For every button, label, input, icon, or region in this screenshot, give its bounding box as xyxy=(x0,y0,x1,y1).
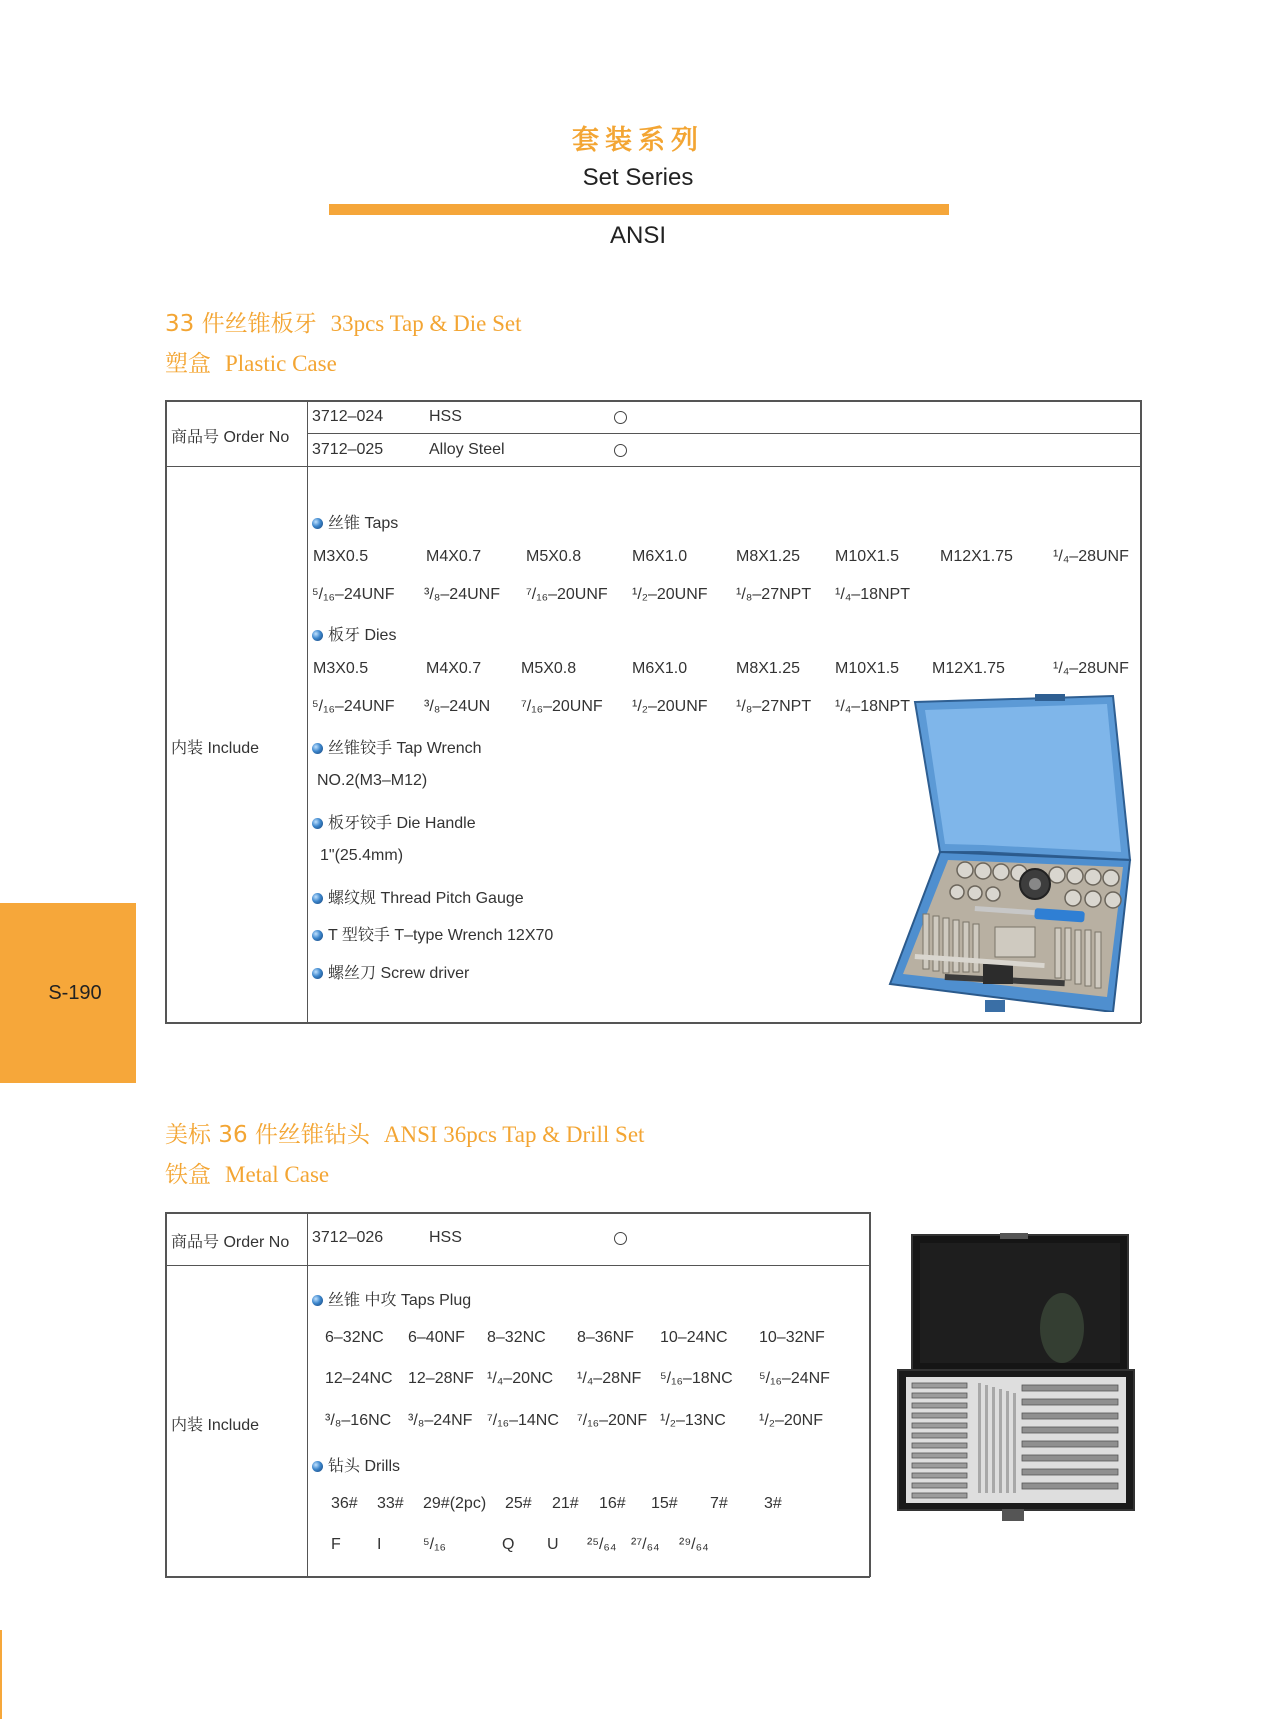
list-item: ¹/₄–20NC xyxy=(487,1370,554,1387)
screwdriver-label: 螺丝刀 Screw driver xyxy=(328,965,470,982)
list-item: M12X1.75 xyxy=(940,548,1013,565)
table-rule xyxy=(165,1212,870,1214)
die-handle-spec: 1"(25.4mm) xyxy=(320,847,404,864)
order-no-label: 商品号 Order No xyxy=(171,429,290,446)
standard-label: ANSI xyxy=(609,222,666,249)
list-item: ⁵/₁₆–24NF xyxy=(759,1370,830,1387)
list-item: 12–28NF xyxy=(408,1370,474,1387)
list-item: ²⁵/₆₄ xyxy=(587,1536,617,1553)
taps-heading xyxy=(312,510,398,533)
list-item: M3X0.5 xyxy=(313,660,369,677)
list-item: ⁷/₁₆–14NC xyxy=(487,1412,559,1429)
section2-case xyxy=(165,1156,329,1189)
availability-mark xyxy=(614,1232,627,1245)
list-item: ²⁹/₆₄ xyxy=(679,1536,709,1553)
list-item: ²⁷/₆₄ xyxy=(631,1536,660,1553)
series-title-cn: 套装系列 xyxy=(572,125,704,156)
list-item: ¹/₂–20NF xyxy=(759,1412,824,1429)
list-item: ⁵/₁₆ xyxy=(423,1536,446,1553)
list-item: M4X0.7 xyxy=(426,660,482,677)
list-item: 6–32NC xyxy=(325,1329,384,1346)
list-item: 3# xyxy=(764,1495,782,1512)
list-item: F xyxy=(331,1536,341,1553)
tap-wrench-heading xyxy=(312,735,482,758)
section1-title-cn: 33 件丝锥板牙 xyxy=(165,311,317,337)
bullet-icon xyxy=(312,893,323,904)
list-item: ³/₈–16NC xyxy=(325,1412,392,1429)
list-item: Q xyxy=(502,1536,515,1553)
include-label: 内装 Include xyxy=(171,1417,260,1434)
list-item: 36# xyxy=(331,1495,358,1512)
list-item: 33# xyxy=(377,1495,404,1512)
list-item: 15# xyxy=(651,1495,678,1512)
order-code: 3712–026 xyxy=(312,1229,384,1246)
table-rule xyxy=(1140,400,1142,1023)
list-item: 6–40NF xyxy=(408,1329,465,1346)
list-item: ³/₈–24UNF xyxy=(424,586,500,603)
section1-case-cn: 塑盒 xyxy=(165,351,211,377)
bullet-icon xyxy=(312,518,323,529)
list-item: ¹/₂–20UNF xyxy=(632,698,708,715)
bullet-icon xyxy=(312,968,323,979)
taps-label: 丝锥 中攻 Taps Plug xyxy=(328,1292,472,1309)
list-item: ¹/₄–18NPT xyxy=(835,698,910,715)
drills-label: 钻头 Drills xyxy=(328,1458,400,1475)
gauge-heading xyxy=(312,885,524,908)
list-item: M12X1.75 xyxy=(932,660,1005,677)
list-item: M3X0.5 xyxy=(313,548,369,565)
screwdriver-heading xyxy=(312,960,469,983)
list-item: ⁵/₁₆–18NC xyxy=(660,1370,733,1387)
tap-wrench-label: 丝锥铰手 Tap Wrench xyxy=(328,740,482,757)
t-wrench-label: T 型铰手 T–type Wrench 12X70 xyxy=(328,927,554,944)
bullet-icon xyxy=(312,630,323,641)
section2-case-cn: 铁盒 xyxy=(165,1162,211,1188)
list-item: 12–24NC xyxy=(325,1370,393,1387)
list-item: 29#(2pc) xyxy=(423,1495,487,1512)
table-rule xyxy=(165,1212,167,1577)
bullet-icon xyxy=(312,930,323,941)
table-rule xyxy=(165,1022,1141,1024)
list-item: ¹/₂–20UNF xyxy=(632,586,708,603)
table-rule xyxy=(165,466,1141,467)
list-item: ⁷/₁₆–20NF xyxy=(577,1412,648,1429)
list-item: ³/₈–24NF xyxy=(408,1412,473,1429)
table-rule xyxy=(307,400,308,1023)
list-item: M10X1.5 xyxy=(835,660,900,677)
section2-title xyxy=(165,1116,644,1149)
list-item: M8X1.25 xyxy=(736,548,801,565)
gauge-label: 螺纹规 Thread Pitch Gauge xyxy=(328,890,524,907)
table-rule xyxy=(307,433,1141,434)
table-rule xyxy=(165,1576,870,1578)
list-item: ¹/₂–13NC xyxy=(660,1412,726,1429)
list-item: 25# xyxy=(505,1495,532,1512)
drills-heading xyxy=(312,1453,400,1476)
list-item: ¹/₄–28UNF xyxy=(1053,660,1129,677)
list-item: ³/₈–24UN xyxy=(424,698,491,715)
table-rule xyxy=(307,1212,308,1577)
taps-label: 丝锥 Taps xyxy=(328,515,399,532)
bullet-icon xyxy=(312,1295,323,1306)
section2-case-en: Metal Case xyxy=(225,1162,330,1187)
list-item: ¹/₄–28UNF xyxy=(1053,548,1129,565)
list-item: 16# xyxy=(599,1495,626,1512)
list-item: 10–24NC xyxy=(660,1329,728,1346)
metal-case-photo xyxy=(890,1233,1138,1523)
order-code: 3712–024 xyxy=(312,408,384,425)
list-item: 7# xyxy=(710,1495,728,1512)
list-item: M6X1.0 xyxy=(632,660,688,677)
die-handle-heading xyxy=(312,810,476,833)
list-item: ⁵/₁₆–24UNF xyxy=(312,586,395,603)
table-rule xyxy=(165,1265,870,1266)
section2-title-cn: 美标 36 件丝锥钻头 xyxy=(165,1122,370,1148)
list-item: M5X0.8 xyxy=(526,548,582,565)
list-item: ¹/₄–18NPT xyxy=(835,586,910,603)
list-item: ⁷/₁₆–20UNF xyxy=(521,698,603,715)
availability-mark xyxy=(614,411,627,424)
header-divider xyxy=(329,204,949,215)
bullet-icon xyxy=(312,818,323,829)
list-item: ⁵/₁₆–24UNF xyxy=(312,698,395,715)
dies-label: 板牙 Dies xyxy=(328,627,397,644)
section1-title-en: 33pcs Tap & Die Set xyxy=(330,311,522,336)
taps-heading xyxy=(312,1287,471,1310)
list-item: M8X1.25 xyxy=(736,660,801,677)
order-code: 3712–025 xyxy=(312,441,384,458)
table-rule xyxy=(869,1212,871,1577)
plastic-case-photo xyxy=(885,692,1135,1012)
dies-heading xyxy=(312,622,396,645)
list-item: U xyxy=(547,1536,559,1553)
series-title-en: Set Series xyxy=(582,164,694,191)
list-item: M10X1.5 xyxy=(835,548,900,565)
table-rule xyxy=(165,400,1141,402)
list-item: 8–32NC xyxy=(487,1329,546,1346)
section1-case xyxy=(165,345,337,378)
tap-wrench-spec: NO.2(M3–M12) xyxy=(317,772,428,789)
list-item: ¹/₈–27NPT xyxy=(736,698,812,715)
order-material: HSS xyxy=(429,408,462,425)
include-label: 内装 Include xyxy=(171,740,260,757)
section1-case-en: Plastic Case xyxy=(225,351,337,376)
list-item: 8–36NF xyxy=(577,1329,634,1346)
section2-title-en: ANSI 36pcs Tap & Drill Set xyxy=(383,1122,645,1147)
bullet-icon xyxy=(312,743,323,754)
list-item: I xyxy=(377,1536,382,1553)
availability-mark xyxy=(614,444,627,457)
left-margin-rule xyxy=(0,1630,2,1719)
order-material: Alloy Steel xyxy=(429,441,505,458)
section1-title xyxy=(165,305,521,338)
die-handle-label: 板牙铰手 Die Handle xyxy=(328,815,476,832)
list-item: ¹/₄–28NF xyxy=(577,1370,642,1387)
list-item: 21# xyxy=(552,1495,579,1512)
t-wrench-heading xyxy=(312,922,553,945)
list-item: ¹/₈–27NPT xyxy=(736,586,812,603)
page-number-label: S-190 xyxy=(48,982,102,1004)
list-item: M6X1.0 xyxy=(632,548,688,565)
bullet-icon xyxy=(312,1461,323,1472)
list-item: M5X0.8 xyxy=(521,660,577,677)
table-rule xyxy=(165,400,167,1023)
list-item: 10–32NF xyxy=(759,1329,825,1346)
order-material: HSS xyxy=(429,1229,462,1246)
list-item: M4X0.7 xyxy=(426,548,482,565)
order-no-label: 商品号 Order No xyxy=(171,1234,290,1251)
list-item: ⁷/₁₆–20UNF xyxy=(526,586,608,603)
